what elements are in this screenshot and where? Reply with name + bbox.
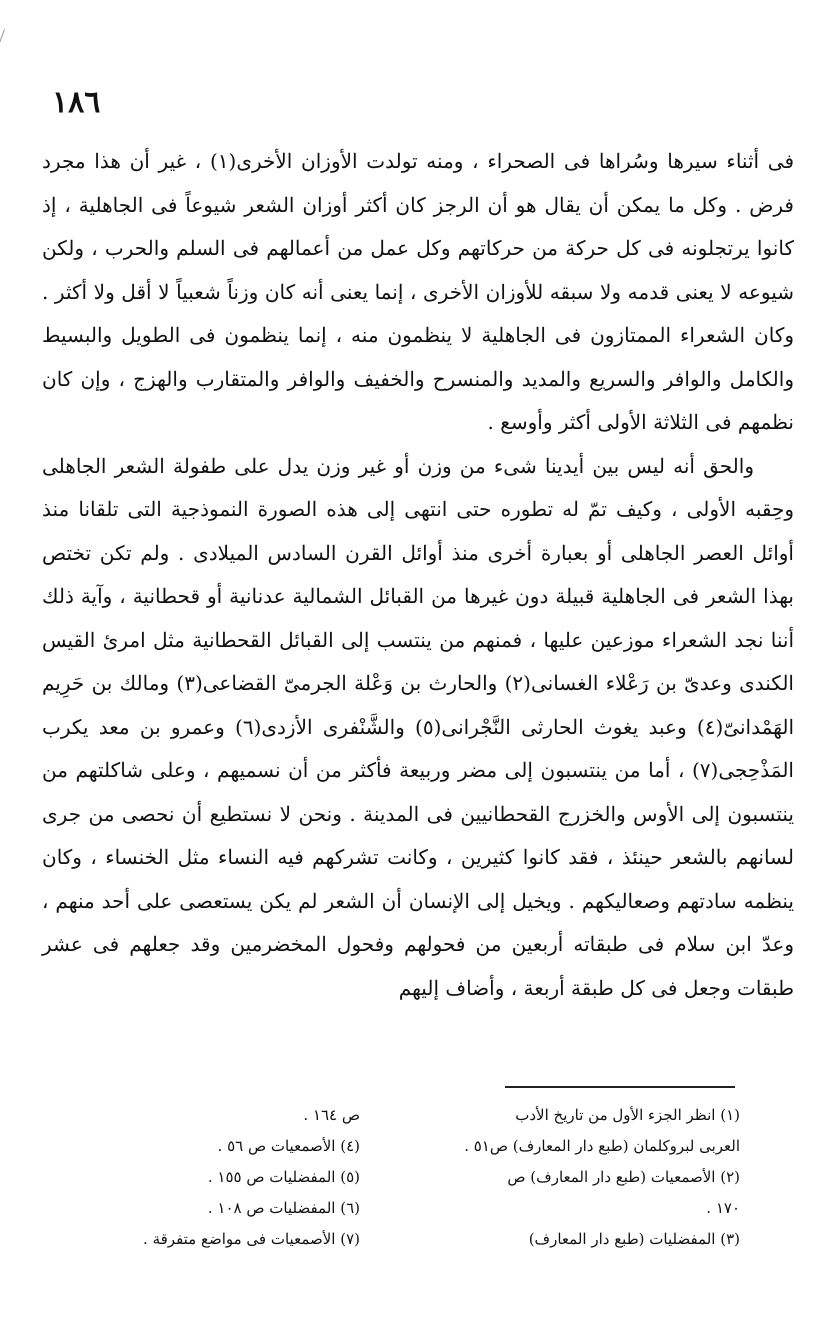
body-text — [42, 140, 794, 1010]
footnote-line: (٣) المفضليات (طبع دار المعارف) — [528, 1230, 740, 1248]
scan-edge-mark — [0, 29, 12, 53]
paragraph-1: فى أثناء سيرها وسُراها فى الصحراء ، ومنه تولدت الأوزان الأخرى(١) ، غير أن هذا مجرد فرض . وكل ما يمكن أن يقال هو أن الرجز كان أكثر أوزان الشعر شيوعاً فى الجاهلية ، إذ كانوا يرتجلونه فى كل حركة من حركاتهم وكل عمل من أعمالهم فى السلم والحرب ، ولكن شيوعه لا يعنى قدمه ولا سبقه للأوزان الأخرى ، إنما يعنى أنه كان وزناً شعبياً لا أقل ولا أكثر . وكان الشعراء الممتازون فى الجاهلية لا ينظمون منه ، إنما ينظمون فى الطويل والبسيط والكامل والوافر والسريع والمديد والمنسرح والخفيف والوافر والمتقارب والهزج ، وإن كان نظمهم فى الثلاثة الأولى أكثر وأوسع . — [42, 149, 795, 434]
footnote-line: العربى لبروكلمان (طبع دار المعارف) ص٥١ . — [464, 1137, 740, 1155]
footnote-line: ص ١٦٤ . — [303, 1106, 360, 1124]
footnote-divider — [505, 1086, 735, 1088]
footnote-line: ١٧٠ . — [706, 1199, 740, 1217]
footnotes — [60, 1100, 740, 1255]
footnote-line: (٥) المفضليات ص ١٥٥ . — [207, 1168, 360, 1186]
page-number: ١٨٦ — [52, 85, 101, 120]
footnote-line: (٧) الأصمعيات فى مواضع متفرقة . — [143, 1230, 360, 1248]
footnotes-right-column — [400, 1100, 740, 1255]
footnote-line: (٤) الأصمعيات ص ٥٦ . — [217, 1137, 360, 1155]
paragraph-2: والحق أنه ليس بين أيدينا شىء من وزن أو غير وزن يدل على طفولة الشعر الجاهلى وحِقبه الأولى ، وكيف تمّ له تطوره حتى انتهى إلى هذه الصورة النموذجية التى تلقانا منذ أوائل العصر الجاهلى أو بعبارة أخرى منذ أوائل القرن السادس الميلادى . ولم تكن تختص بهذا الشعر فى الجاهلية قبيلة دون غيرها من القبائل الشمالية عدنانية أو قحطانية ، وآية ذلك أننا نجد الشعراء موزعين عليها ، فمنهم من ينتسب إلى القبائل القحطانية مثل امرئ القيس الكندى وعدىّ بن رَعْلاء الغسانى(٢) والحارث بن وَعْلة الجرمىّ القضاعى(٣) ومالك بن حَرِيم الهَمْدانىّ(٤) وعبد يغوث الحارثى النَّجْرانى(٥) والشَّنْفرى الأزدى(٦) وعمرو بن معد يكرب المَذْحِجى(٧) ، أما من ينتسبون إلى مضر وربيعة فأكثر من أن نسميهم ، وعلى شاكلتهم من ينتسبون إلى الأوس والخزرج القحطانيين فى المدينة . ونحن لا نستطيع أن نحصى من جرى لسانهم بالشعر حينئذ ، فقد كانوا كثيرين ، وكانت تشركهم فيه النساء مثل الخنساء ، وكان ينظمه سادتهم وصعاليكهم . ويخيل إلى الإنسان أن الشعر لم يكن يستعصى على أحد منهم ، وعدّ ابن سلام فى طبقاته أربعين من فحولهم وفحول المخضرمين وقد جعلهم فى عشر طبقات وجعل فى كل طبقة أربعة ، وأضاف إليهم — [42, 453, 794, 1000]
footnote-line: (٦) المفضليات ص ١٠٨ . — [207, 1199, 360, 1217]
footnotes-left-column — [60, 1100, 360, 1255]
footnote-line: (٢) الأصمعيات (طبع دار المعارف) ص — [507, 1168, 740, 1186]
footnote-line: (١) انظر الجزء الأول من تاريخ الأدب — [515, 1106, 740, 1124]
